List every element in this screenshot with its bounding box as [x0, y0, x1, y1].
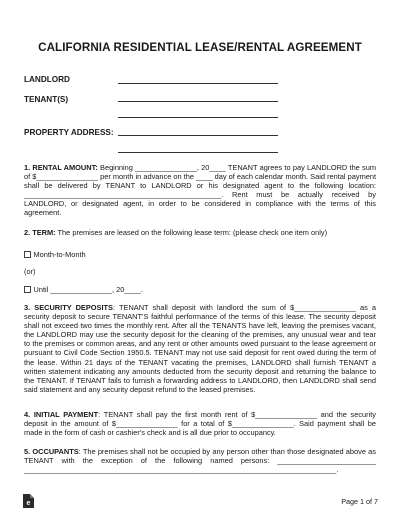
security-deposits-heading: 3. SECURITY DEPOSITS [24, 303, 113, 312]
term-text: The premises are leased on the following lease term: (please check one item only) [57, 228, 328, 237]
occupants-text: : The premises shall not be occupied by any person other than those designated above as TENANT with the exception of the following named persons: ________________________ ____________________________________________________________________________. [24, 447, 376, 475]
property-address-label: PROPERTY ADDRESS: [24, 128, 114, 137]
or-label: (or) [24, 267, 36, 276]
rental-amount-text: Beginning _______________, 20____ TENANT agrees to pay LANDLORD the sum of $_______________ per month in advance on the ____ day of each calendar month. Said rental payment shall be delivered by TENANT to LANDLORD or his designated agent to the following location: ________________________________________________. Rent must be actually received by LANDLORD, or designated agent, in order to be considered in compliance with the terms of this agreement. [24, 163, 377, 218]
landlord-label: LANDLORD [24, 75, 70, 84]
section-term [24, 228, 327, 237]
section-security-deposits [24, 303, 376, 394]
section-initial-payment [24, 410, 376, 437]
svg-text:e: e [26, 500, 31, 507]
rental-amount-heading: 1. RENTAL AMOUNT: [24, 163, 98, 172]
month-to-month-checkbox[interactable] [24, 251, 31, 258]
property-address-field-2[interactable] [118, 152, 278, 153]
term-heading: 2. TERM: [24, 228, 56, 237]
document-title: CALIFORNIA RESIDENTIAL LEASE/RENTAL AGREEMENT [38, 41, 362, 54]
page-number: Page 1 of 7 [341, 497, 378, 506]
eforms-logo-icon [22, 494, 34, 508]
until-checkbox[interactable] [24, 286, 31, 293]
landlord-field[interactable] [118, 83, 278, 84]
initial-payment-text: : TENANT shall pay the first month rent of $_______________ and the security deposit in the amount of $_______________ for a total of $_______________. Said payment shall be made in the form of cash or cashier's check and is all due prior to occupancy. [24, 410, 376, 438]
property-address-field[interactable] [118, 135, 278, 136]
until-label: Until _______________, 20____. [33, 285, 143, 294]
tenants-field[interactable] [118, 101, 278, 102]
section-occupants [24, 447, 376, 474]
tenants-field-2[interactable] [118, 117, 278, 118]
until-option[interactable] [24, 285, 143, 294]
occupants-heading: 5. OCCUPANTS [24, 447, 79, 456]
tenants-label: TENANT(S) [24, 95, 69, 104]
section-rental-amount [24, 163, 376, 218]
initial-payment-heading: 4. INITIAL PAYMENT [24, 410, 99, 419]
month-to-month-option[interactable] [24, 250, 86, 259]
security-deposits-text: : TENANT shall deposit with landlord the sum of $_______________ as a security deposit to secure TENANT'S faithful performance of the terms of this lease. The security deposit shall not exceed two times the monthly rent. After all the TENANTS have left, leaving the premises vacant, the LANDLORD may use the security deposit for the cleaning of the premises, any unusual wear and tear to the premises or common areas, and any rent or other amounts owed pursuant to the lease agreement or pursuant to Civil Code Section 1950.5. TENANT may not use said deposit for rent owed during the term of the lease. Within 21 days of the TENANT vacating the premises, LANDLORD shall furnish TENANT a written statement indicating any amounts deducted from the security deposit and returning the balance to the TENANT. If TENANT fails to furnish a forwarding address to LANDLORD, then LANDLORD shall send said statement and any security deposit refund to the leased premises. [24, 303, 376, 394]
month-to-month-label: Month-to-Month [33, 250, 86, 259]
